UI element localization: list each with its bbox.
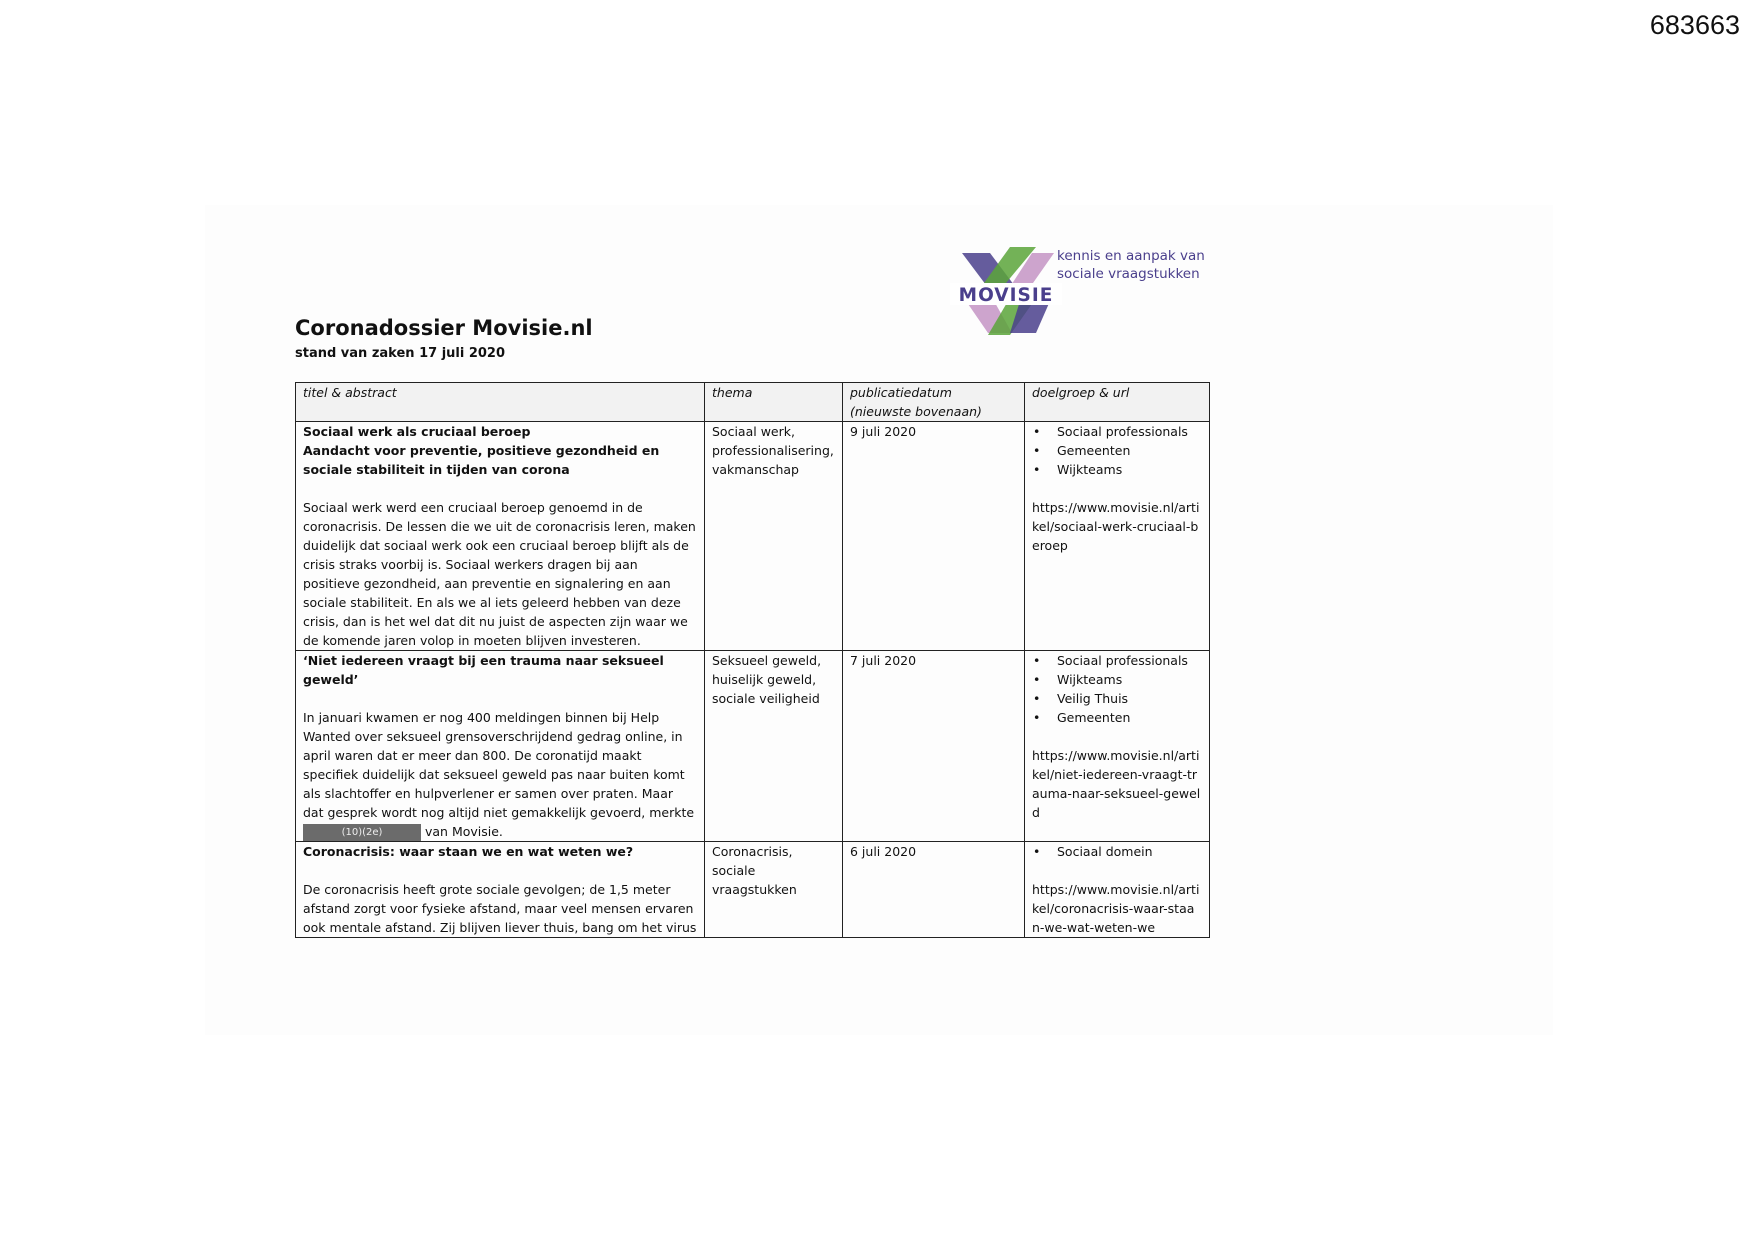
header-theme: thema [705,383,843,422]
movisie-logo [950,243,1062,339]
cell-title-abstract [296,422,705,651]
tagline-line-1: kennis en aanpak van [1057,248,1205,264]
audience-list [1032,842,1202,861]
cell-title-abstract [296,842,705,938]
cell-title-abstract [296,651,705,842]
table-row [296,651,1210,842]
entry-abstract [303,708,697,841]
cell-date: 9 juli 2020 [843,422,1025,651]
table-header-row [296,383,1210,422]
tagline-line-2: sociale vraagstukken [1057,266,1200,282]
cell-audience-url [1025,422,1210,651]
entry-abstract: De coronacrisis heeft grote sociale gevolgen; de 1,5 meter afstand zorgt voor fysieke afstand, maar veel mensen ervaren ook mentale afstand. Zij blijven liever thuis, bang om het virus [303,882,697,935]
entry-abstract: Sociaal werk werd een cruciaal beroep genoemd in de coronacrisis. De lessen die we uit de coronacrisis leren, maken duidelijk dat sociaal werk ook een cruciaal beroep blijft als de crisis straks voorbij is. Sociaal werkers dragen bij aan positieve gezondheid, aan preventie en signalering en aan sociale stabiliteit. En als we al iets geleerd hebben van deze crisis, dan is het wel dat dit nu juist de aspecten zijn waar we de komende jaren volop in moeten blijven investeren. [303,500,696,648]
document-subtitle: stand van zaken 17 juli 2020 [295,346,506,361]
entry-title: ‘Niet iedereen vraagt bij een trauma naar seksueel geweld’ [303,653,664,687]
dossier-table [295,382,1210,938]
entry-title: Coronacrisis: waar staan we en wat weten we? [303,844,634,859]
abstract-text-end: van Movisie. [424,824,503,839]
article-url: https://www.movisie.nl/artikel/sociaal-werk-cruciaal-beroep [1032,500,1200,553]
list-item: • Wijkteams [1032,670,1202,689]
list-item: • Sociaal professionals [1032,422,1202,441]
logo-wordmark: MOVISIE [958,285,1054,306]
redaction-block: (10)(2e) [303,824,421,841]
cell-date: 6 juli 2020 [843,842,1025,938]
list-item: • Veilig Thuis [1032,689,1202,708]
abstract-text: In januari kwamen er nog 400 meldingen binnen bij Help Wanted over seksueel grensoverschrijdend gedrag online, in april waren dat er meer dan 800. De coronatijd maakt specifiek duidelijk dat seksueel geweld pas naar buiten komt als slachtoffer en hulpverlener er samen over praten. Maar dat gesprek wordt nog altijd niet gemakkelijk gevoerd, merkte [303,710,695,820]
table-row [296,422,1210,651]
list-item: • Wijkteams [1032,460,1202,479]
table-row [296,842,1210,938]
list-item: • Gemeenten [1032,441,1202,460]
header-title-abstract: titel & abstract [296,383,705,422]
logo-tagline [1057,247,1257,283]
cell-theme: Coronacrisis, sociale vraagstukken [705,842,843,938]
entry-subtitle: Aandacht voor preventie, positieve gezondheid en sociale stabiliteit in tijden van corona [303,443,660,477]
cell-audience-url [1025,842,1210,938]
audience-list [1032,651,1202,727]
entry-title: Sociaal werk als cruciaal beroep [303,424,531,439]
cell-theme: Sociaal werk, professionalisering, vakmanschap [705,422,843,651]
cell-audience-url [1025,651,1210,842]
page-number: 683663 [1649,10,1740,40]
document-title: Coronadossier Movisie.nl [295,316,593,340]
list-item: • Gemeenten [1032,708,1202,727]
cell-date: 7 juli 2020 [843,651,1025,842]
list-item: • Sociaal professionals [1032,651,1202,670]
list-item: • Sociaal domein [1032,842,1202,861]
audience-list [1032,422,1202,479]
article-url: https://www.movisie.nl/artikel/coronacrisis-waar-staan-we-wat-weten-we [1032,882,1200,935]
header-audience-url: doelgroep & url [1025,383,1210,422]
cell-theme: Seksueel geweld, huiselijk geweld, sociale veiligheid [705,651,843,842]
header-date: publicatiedatum (nieuwste bovenaan) [843,383,1025,422]
article-url: https://www.movisie.nl/artikel/niet-iedereen-vraagt-trauma-naar-seksueel-geweld [1032,748,1201,820]
